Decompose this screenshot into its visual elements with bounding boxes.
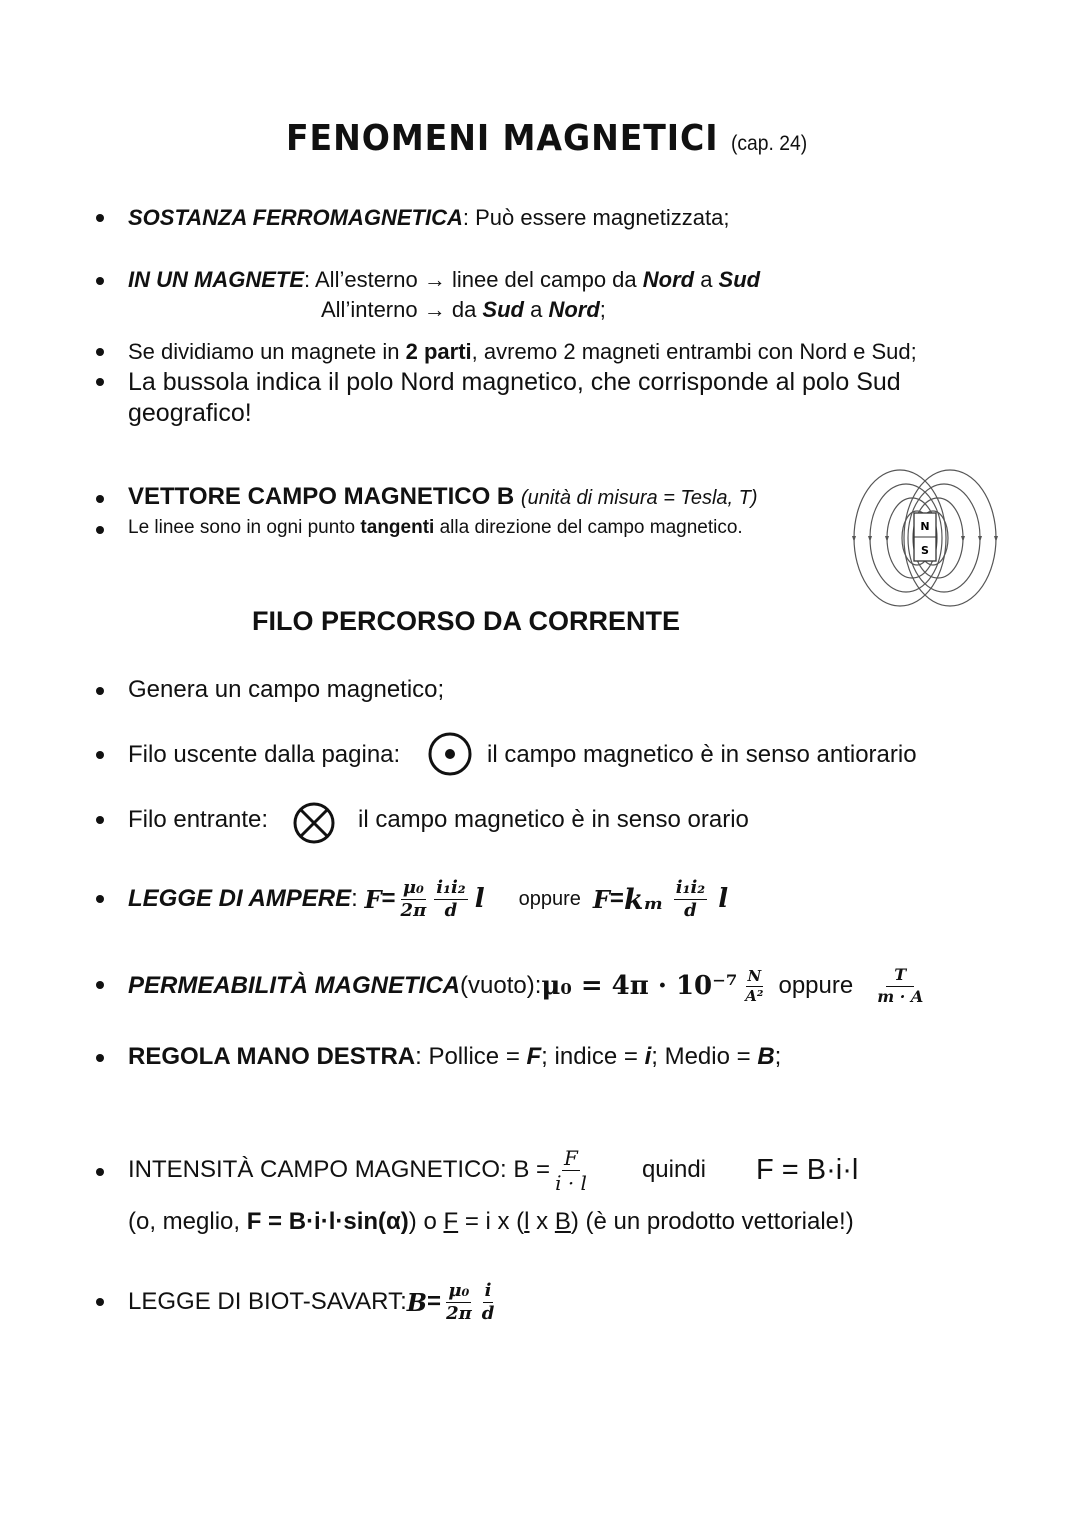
filo-heading: FILO PERCORSO DA CORRENTE xyxy=(252,606,681,636)
magnete-a-2: a xyxy=(523,297,549,322)
mano-mid2: ; Medio = xyxy=(651,1043,758,1070)
biot-mu-frac xyxy=(444,1279,474,1324)
perm-formula: μ₀ = 4π · 10⁻⁷ xyxy=(541,971,738,1001)
linee-post: alla direzione del campo magnetico. xyxy=(434,517,743,538)
ampere-d: d xyxy=(444,899,458,921)
intensita-result: F = B·i·l xyxy=(756,1153,859,1186)
intensita-quindi: quindi xyxy=(641,1156,706,1183)
ampere-colon: : xyxy=(351,885,358,912)
bullet xyxy=(96,214,104,222)
perm-T: T xyxy=(886,967,914,987)
page-title xyxy=(286,118,807,159)
ampere-l: l xyxy=(474,884,485,914)
biot-d: d xyxy=(481,1302,495,1324)
vettore-line xyxy=(128,484,758,511)
magnet-s-label: S xyxy=(921,544,929,557)
perm-label: PERMEABILITÀ MAGNETICA xyxy=(128,972,460,999)
bullet xyxy=(96,348,104,356)
bullet xyxy=(96,526,104,534)
ampere-l-2: l xyxy=(718,884,729,914)
divide-bold: 2 parti xyxy=(405,339,472,364)
divide-post: , avremo 2 magneti entrambi con Nord e Sud; xyxy=(471,339,917,364)
bullet xyxy=(96,687,104,695)
ampere-km: kₘ xyxy=(623,882,664,916)
genera-line: Genera un campo magnetico; xyxy=(128,676,445,703)
ampere-d-2: d xyxy=(684,899,697,921)
magnete-nord-2: Nord xyxy=(548,297,600,322)
ampere-label: LEGGE DI AMPERE xyxy=(128,885,352,912)
biot-i-frac xyxy=(480,1279,497,1324)
perm-n-frac xyxy=(743,966,765,1005)
biot-2pi: 2π xyxy=(446,1302,472,1324)
biot-eq: = xyxy=(427,1288,442,1315)
ferro-label: SOSTANZA FERROMAGNETICA xyxy=(128,205,463,230)
perm-vuoto: (vuoto): xyxy=(460,972,542,999)
magnete-sud: Sud xyxy=(718,267,761,292)
bullet xyxy=(96,816,104,824)
divide-pre: Se dividiamo un magnete in xyxy=(128,339,406,364)
magnete-end: ; xyxy=(599,297,606,322)
ampere-i1i2-2: i₁i₂ xyxy=(675,876,706,898)
mano-B: B xyxy=(757,1043,775,1070)
bullet xyxy=(96,981,104,989)
ferro-line xyxy=(128,205,729,231)
divide-line xyxy=(128,339,917,365)
mano-mid1: ; indice = xyxy=(541,1043,645,1070)
mano-label: REGOLA MANO DESTRA xyxy=(128,1043,416,1070)
title-cap: (cap. 24) xyxy=(730,132,808,155)
magnet-n-label: N xyxy=(920,520,930,533)
ampere-2pi: 2π xyxy=(400,899,427,921)
vettore-note: (unità di misura = Tesla, T) xyxy=(520,487,758,509)
magnete-line1-pre: : All’esterno → linee del campo da xyxy=(304,267,643,292)
bullet xyxy=(96,378,104,386)
mano-line xyxy=(128,1043,781,1071)
ampere-i-frac xyxy=(434,876,467,921)
intensita-lu: l xyxy=(524,1208,530,1235)
bullet xyxy=(96,895,104,903)
intensita-l2-mid: ) o xyxy=(408,1208,444,1235)
ampere-eq2: = xyxy=(609,885,624,912)
bullet xyxy=(96,277,104,285)
uscente-desc: il campo magnetico è in senso antiorario xyxy=(487,741,917,768)
magnete-line2-pre: All’interno → da xyxy=(321,297,483,322)
dot-circle-icon xyxy=(427,731,473,777)
magnete-line-1 xyxy=(128,267,760,293)
perm-line xyxy=(128,956,928,1016)
magnete-label: IN UN MAGNETE xyxy=(128,267,304,292)
biot-B: B xyxy=(406,1287,428,1317)
magnete-a: a xyxy=(694,267,719,292)
ampere-eq: = xyxy=(381,885,396,912)
linee-line xyxy=(128,517,743,539)
intensita-frac xyxy=(553,1145,589,1195)
ampere-line xyxy=(128,869,728,929)
linee-pre: Le linee sono in ogni punto xyxy=(128,517,361,538)
ampere-i1i2: i₁i₂ xyxy=(436,876,466,898)
ampere-i-frac-2 xyxy=(674,876,707,921)
perm-N: N xyxy=(747,966,762,985)
mano-pre: : Pollice = xyxy=(415,1043,527,1070)
biot-line xyxy=(128,1272,499,1332)
entrante-desc: il campo magnetico è in senso orario xyxy=(358,806,749,833)
ampere-F: F xyxy=(364,884,382,914)
perm-oppure: oppure xyxy=(778,972,854,999)
perm-t-frac xyxy=(875,967,925,1005)
bussola-line-2: geografico! xyxy=(128,399,252,427)
magnete-sud-2: Sud xyxy=(482,297,524,322)
vettore-label: VETTORE CAMPO MAGNETICO B xyxy=(128,483,515,510)
bullet xyxy=(96,1054,104,1062)
mano-F: F xyxy=(526,1043,542,1070)
intensita-Fu: F xyxy=(443,1208,459,1235)
intensita-l2-bold: F = B·i·l·sin(α) xyxy=(246,1208,409,1235)
bullet xyxy=(96,1168,104,1176)
perm-mA: m · A xyxy=(877,987,924,1006)
bullet xyxy=(96,1298,104,1306)
biot-i: i xyxy=(484,1279,492,1301)
bullet xyxy=(96,751,104,759)
intensita-l2-pre: (o, meglio, xyxy=(128,1208,247,1235)
magnet-field-figure xyxy=(850,466,1000,611)
intensita-l2-end: ) (è un prodotto vettoriale!) xyxy=(570,1208,854,1235)
intensita-il: i · l xyxy=(555,1170,587,1195)
bullet xyxy=(96,495,104,503)
intensita-l2-eq: = i x ( xyxy=(458,1208,525,1235)
intensita-F: F xyxy=(564,1145,578,1170)
mano-end: ; xyxy=(774,1043,782,1070)
perm-A2: A² xyxy=(745,986,764,1005)
biot-mu0: μ₀ xyxy=(448,1279,470,1301)
mano-i: i xyxy=(644,1043,652,1070)
ampere-oppure: oppure xyxy=(518,887,581,910)
uscente-label: Filo uscente dalla pagina: xyxy=(128,741,401,768)
magnete-line-2 xyxy=(321,297,606,323)
entrante-label: Filo entrante: xyxy=(128,806,269,833)
ampere-F2: F xyxy=(592,884,610,914)
intensita-line-2 xyxy=(128,1208,854,1236)
intensita-line-1 xyxy=(128,1138,858,1202)
ampere-mu0: μ₀ xyxy=(402,876,424,898)
ampere-mu-frac xyxy=(399,876,429,921)
ferro-text: : Può essere magnetizzata; xyxy=(462,205,730,230)
intensita-label: INTENSITÀ CAMPO MAGNETICO: B = xyxy=(128,1156,551,1183)
bussola-line-1: La bussola indica il polo Nord magnetico, che corrisponde al polo Sud xyxy=(128,368,901,396)
linee-bold: tangenti xyxy=(360,517,435,538)
intensita-Bu: B xyxy=(554,1208,571,1235)
intensita-l2-x: x xyxy=(529,1208,555,1235)
title-main: FENOMENI MAGNETICI xyxy=(286,118,719,159)
cross-circle-icon xyxy=(292,801,336,845)
magnete-nord: Nord xyxy=(642,267,695,292)
biot-label: LEGGE DI BIOT-SAVART: xyxy=(128,1288,407,1315)
